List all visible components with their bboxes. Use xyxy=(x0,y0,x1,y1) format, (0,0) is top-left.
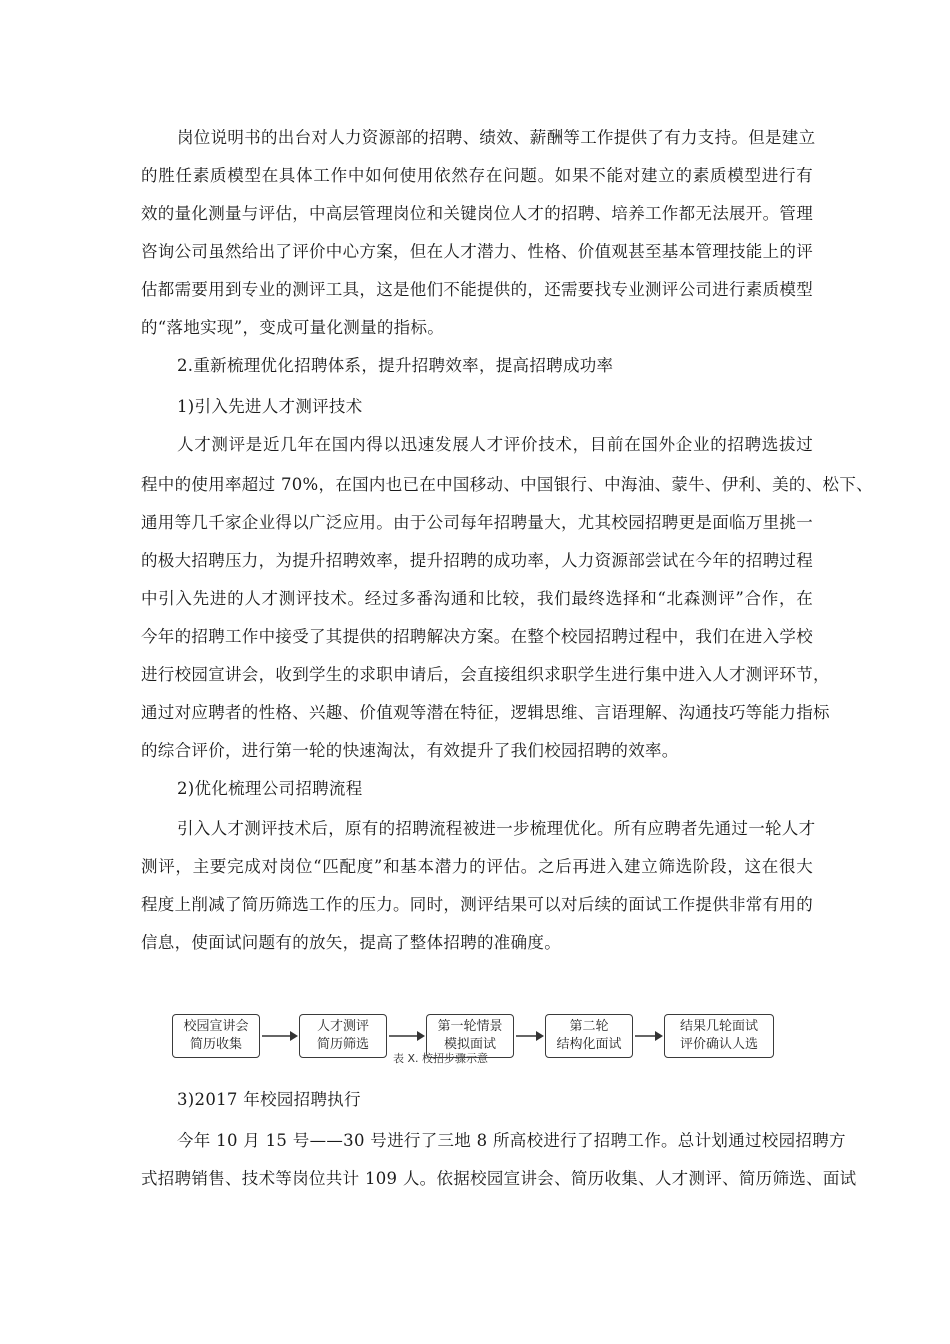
paragraph-2-line-2: 程中的使用率超过 70%，在国内也已在中国移动、中国银行、中海油、蒙牛、伊利、美的、松下、 xyxy=(141,475,873,494)
flow-step-1-line-2: 简历收集 xyxy=(189,1037,242,1052)
flow-arrow-icon xyxy=(634,1029,664,1043)
paragraph-2-line-7: 进行校园宣讲会，收到学生的求职申请后，会直接组织求职学生进行集中进入人才测评环节， xyxy=(141,665,830,684)
section-heading-2: 2.重新梳理优化招聘体系，提升招聘效率，提高招聘成功率 xyxy=(177,356,614,375)
paragraph-1-line-1: 岗位说明书的出台对人力资源部的招聘、绩效、薪酬等工作提供了有力支持。但是建立 xyxy=(177,128,816,147)
flow-step-4-line-2: 结构化面试 xyxy=(556,1037,622,1052)
flow-step-4 xyxy=(545,1014,633,1058)
flow-step-5-line-1: 结果几轮面试 xyxy=(679,1019,758,1034)
paragraph-3-line-3: 程度上削减了简历筛选工作的压力。同时，测评结果可以对后续的面试工作提供非常有用的 xyxy=(141,895,813,914)
flow-step-3-line-1: 第一轮情景 xyxy=(437,1019,503,1034)
paragraph-2-line-8: 通过对应聘者的性格、兴趣、价值观等潜在特征，逻辑思维、言语理解、沟通技巧等能力指标 xyxy=(141,703,830,722)
paragraph-2-line-9: 的综合评价，进行第一轮的快速淘汰，有效提升了我们校园招聘的效率。 xyxy=(141,741,679,760)
paragraph-3-line-1: 引入人才测评技术后，原有的招聘流程被进一步梳理优化。所有应聘者先通过一轮人才 xyxy=(177,819,816,838)
flow-step-5 xyxy=(664,1014,774,1058)
paragraph-3-line-4: 信息，使面试问题有的放矢，提高了整体招聘的准确度。 xyxy=(141,933,561,952)
flow-step-4-line-1: 第二轮 xyxy=(569,1019,609,1034)
flow-step-2 xyxy=(299,1014,387,1058)
paragraph-1-line-3: 效的量化测量与评估，中高层管理岗位和关键岗位人才的招聘、培养工作都无法展开。管理 xyxy=(141,204,813,223)
paragraph-1-line-4: 咨询公司虽然给出了评价中心方案，但在人才潜力、性格、价值观甚至基本管理技能上的评 xyxy=(141,242,813,261)
flow-step-1-line-1: 校园宣讲会 xyxy=(183,1019,249,1034)
flowchart-caption: 表 X. 校招步骤示意 xyxy=(393,1052,489,1065)
subheading-2-2: 2)优化梳理公司招聘流程 xyxy=(177,779,363,798)
paragraph-2-line-3: 通用等几千家企业得以广泛应用。由于公司每年招聘量大，尤其校园招聘更是面临万里挑一 xyxy=(141,513,813,532)
paragraph-2-line-5: 中引入先进的人才测评技术。经过多番沟通和比较，我们最终选择和“北森测评”合作，在 xyxy=(141,589,813,608)
flow-step-2-line-1: 人才测评 xyxy=(316,1019,369,1034)
flow-step-2-line-2: 简历筛选 xyxy=(316,1037,369,1052)
paragraph-1-line-5: 估都需要用到专业的测评工具，这是他们不能提供的，还需要找专业测评公司进行素质模型 xyxy=(141,280,813,299)
paragraph-1-line-6: 的“落地实现”，变成可量化测量的指标。 xyxy=(141,318,445,337)
paragraph-3-line-2: 测评，主要完成对岗位“匹配度”和基本潜力的评估。之后再进入建立筛选阶段，这在很大 xyxy=(141,857,813,876)
paragraph-2-line-1: 人才测评是近几年在国内得以迅速发展人才评价技术，目前在国外企业的招聘选拔过 xyxy=(177,435,813,454)
flow-arrow-icon xyxy=(388,1029,426,1043)
paragraph-4-line-2: 式招聘销售、技术等岗位共计 109 人。依据校园宣讲会、简历收集、人才测评、简历筛选、面试 xyxy=(141,1169,857,1188)
paragraph-2-line-4: 的极大招聘压力，为提升招聘效率，提升招聘的成功率，人力资源部尝试在今年的招聘过程 xyxy=(141,551,813,570)
flow-arrow-icon xyxy=(515,1029,545,1043)
subheading-2-1: 1)引入先进人才测评技术 xyxy=(177,397,363,416)
flow-step-5-line-2: 评价确认人选 xyxy=(679,1037,758,1052)
flow-step-1 xyxy=(172,1014,260,1058)
paragraph-1-line-2: 的胜任素质模型在具体工作中如何使用依然存在问题。如果不能对建立的素质模型进行有 xyxy=(141,166,813,185)
subheading-2-3: 3)2017 年校园招聘执行 xyxy=(177,1090,361,1109)
flow-arrow-icon xyxy=(261,1029,299,1043)
paragraph-2-line-6: 今年的招聘工作中接受了其提供的招聘解决方案。在整个校园招聘过程中，我们在进入学校 xyxy=(141,627,813,646)
paragraph-4-line-1: 今年 10 月 15 号——30 号进行了三地 8 所高校进行了招聘工作。总计划通过校园招聘方 xyxy=(177,1131,846,1150)
flow-step-3-line-2: 模拟面试 xyxy=(443,1037,496,1052)
